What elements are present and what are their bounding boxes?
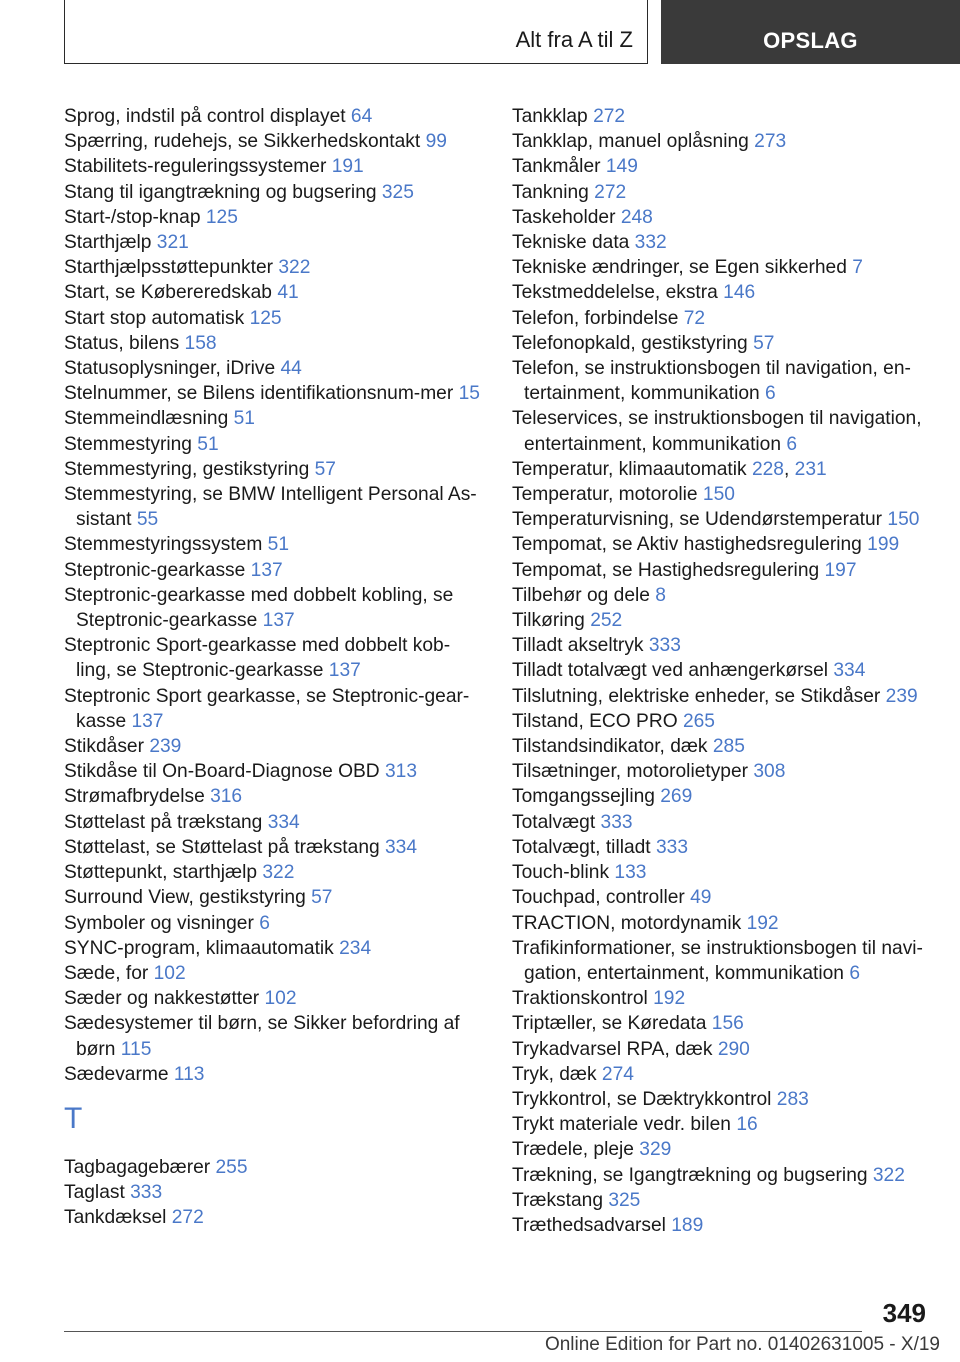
index-entry bbox=[512, 205, 932, 230]
index-entry bbox=[64, 734, 484, 759]
index-entry bbox=[64, 205, 484, 230]
page-reference-link[interactable]: 333 bbox=[600, 811, 633, 833]
index-term: Støttelast på trækstang bbox=[64, 811, 263, 833]
index-term: Sædesystemer til børn, se Sikker befordring af børn bbox=[64, 1013, 460, 1060]
index-term: Triptæller, se Køredata bbox=[512, 1013, 707, 1035]
index-entry bbox=[512, 280, 932, 305]
index-term: Steptronic-gearkasse bbox=[64, 559, 246, 581]
index-term: Temperatur, klimaautomatik bbox=[512, 458, 747, 480]
index-term: Sædevarme bbox=[64, 1063, 169, 1085]
page-reference-link[interactable]: 228 bbox=[751, 458, 784, 480]
index-term: Surround View, gestikstyring bbox=[64, 887, 306, 909]
index-term: Træthedsadvarsel bbox=[512, 1214, 666, 1236]
index-entry bbox=[64, 633, 484, 683]
page-reference-link[interactable]: 248 bbox=[620, 206, 653, 228]
index-term: Steptronic Sport-gearkasse med dobbelt kob‐ling, se Steptronic-gearkasse bbox=[64, 635, 451, 682]
page-reference-link[interactable]: 269 bbox=[660, 786, 693, 808]
index-term: Tankdæksel bbox=[64, 1207, 167, 1229]
index-entry bbox=[512, 406, 932, 456]
index-entry bbox=[512, 633, 932, 658]
index-term: Stemmestyring, se BMW Intelligent Personal As‐sistant bbox=[64, 484, 477, 531]
index-entry bbox=[64, 986, 484, 1011]
page-reference-link[interactable]: 133 bbox=[614, 862, 647, 884]
index-entry bbox=[64, 255, 484, 280]
index-term: Tekstmeddelelse, ekstra bbox=[512, 282, 718, 304]
index-term: Tempomat, se Aktiv hastighedsregulering bbox=[512, 534, 862, 556]
index-term: Trykadvarsel RPA, dæk bbox=[512, 1038, 713, 1060]
page-reference-link[interactable]: 191 bbox=[331, 156, 364, 178]
index-entry bbox=[64, 532, 484, 557]
page-reference-link[interactable]: 322 bbox=[262, 862, 295, 884]
index-entry bbox=[512, 1137, 932, 1162]
index-term: Start stop automatisk bbox=[64, 307, 245, 329]
page-reference-link[interactable]: 49 bbox=[690, 887, 712, 909]
index-entry bbox=[512, 986, 932, 1011]
page-reference-link[interactable]: 325 bbox=[608, 1189, 641, 1211]
index-term: Tilstandsindikator, dæk bbox=[512, 736, 708, 758]
index-term: Trykt materiale vedr. bilen bbox=[512, 1114, 731, 1136]
index-entry bbox=[64, 306, 484, 331]
page-reference-link[interactable]: 150 bbox=[702, 484, 735, 506]
page-reference-link[interactable]: 51 bbox=[197, 433, 219, 455]
page-reference-link[interactable]: 51 bbox=[233, 408, 255, 430]
index-entry bbox=[512, 658, 932, 683]
index-term: Traktionskontrol bbox=[512, 988, 648, 1010]
index-list-t bbox=[64, 1155, 484, 1231]
page-reference-link[interactable]: 158 bbox=[184, 332, 217, 354]
index-term: Tilladt totalvægt ved anhængerkørsel bbox=[512, 660, 829, 682]
page-reference-link[interactable]: 115 bbox=[120, 1038, 152, 1060]
page-reference-link[interactable]: 192 bbox=[746, 912, 779, 934]
index-entry bbox=[512, 835, 932, 860]
index-entry bbox=[64, 457, 484, 482]
index-term: Strømafbrydelse bbox=[64, 786, 205, 808]
page-reference-link[interactable]: 137 bbox=[262, 610, 295, 632]
page-reference-link[interactable]: 6 bbox=[849, 962, 860, 984]
index-term: Tankklap bbox=[512, 106, 588, 127]
index-term: Støttepunkt, starthjælp bbox=[64, 862, 258, 884]
index-term: Tilsætninger, motorolietyper bbox=[512, 761, 749, 783]
index-term: Stang til igangtrækning og bugsering bbox=[64, 181, 377, 203]
index-term: Spærring, rudehejs, se Sikkerhedskontakt bbox=[64, 131, 421, 153]
index-entry bbox=[64, 356, 484, 381]
index-term: Totalvægt, tilladt bbox=[512, 836, 651, 858]
index-term: Totalvægt bbox=[512, 811, 596, 833]
index-entry: Temperatur, klimaautomatik 228, 231 bbox=[512, 458, 827, 480]
index-term: Tankklap, manuel oplåsning bbox=[512, 131, 749, 153]
page-reference-link[interactable]: 199 bbox=[867, 534, 900, 556]
index-entry bbox=[64, 1180, 484, 1205]
page-reference-link[interactable]: 308 bbox=[753, 761, 786, 783]
page-reference-link[interactable]: 137 bbox=[250, 559, 283, 581]
index-entry bbox=[512, 860, 932, 885]
index-entry bbox=[512, 709, 932, 734]
index-term: Tagbagagebærer bbox=[64, 1156, 211, 1178]
page-reference-link[interactable]: 316 bbox=[210, 786, 243, 808]
index-term: Telefon, se instruktionsbogen til navigation, en‐tertainment, kommunikation bbox=[512, 358, 911, 405]
index-entry bbox=[512, 1188, 932, 1213]
index-term: Sæder og nakkestøtter bbox=[64, 988, 260, 1010]
page-reference-link[interactable]: 72 bbox=[683, 307, 706, 329]
index-list-t-continued bbox=[512, 104, 932, 1238]
page-number: 349 bbox=[882, 1298, 926, 1328]
index-entry bbox=[512, 255, 932, 280]
page-reference-link[interactable]: 329 bbox=[639, 1139, 672, 1161]
index-term: Tomgangssejling bbox=[512, 786, 655, 808]
index-term: Sæde, for bbox=[64, 962, 149, 984]
index-entry bbox=[512, 507, 932, 532]
page-reference-link[interactable]: 333 bbox=[130, 1182, 163, 1204]
index-term: Telefon, forbindelse bbox=[512, 307, 679, 329]
index-entry bbox=[512, 885, 932, 910]
index-entry bbox=[512, 1062, 932, 1087]
index-entry bbox=[512, 532, 932, 557]
index-term: Statusoplysninger, iDrive bbox=[64, 358, 276, 380]
page-reference-link[interactable]: 113 bbox=[173, 1063, 205, 1085]
index-term: Taskeholder bbox=[512, 206, 616, 228]
page-reference-link[interactable]: 325 bbox=[381, 181, 414, 203]
footer-divider bbox=[64, 1331, 862, 1332]
index-column-right bbox=[512, 104, 932, 1238]
index-entry bbox=[512, 129, 932, 154]
page-reference-link[interactable]: 57 bbox=[753, 332, 775, 354]
page-reference-link[interactable]: 332 bbox=[634, 232, 667, 254]
page-reference-link[interactable]: 6 bbox=[765, 383, 776, 405]
index-entry bbox=[64, 406, 484, 431]
index-entry bbox=[64, 835, 484, 860]
index-entry bbox=[64, 810, 484, 835]
index-entry bbox=[512, 1163, 932, 1188]
index-entry bbox=[64, 759, 484, 784]
index-entry bbox=[64, 684, 484, 734]
page-reference-link[interactable]: 149 bbox=[605, 156, 638, 178]
page-reference-link[interactable]: 334 bbox=[385, 836, 418, 858]
page-reference-link[interactable]: 334 bbox=[267, 811, 300, 833]
index-entry bbox=[512, 608, 932, 633]
page-reference-link[interactable]: 265 bbox=[682, 710, 715, 732]
index-entry bbox=[64, 583, 484, 633]
page-reference-link[interactable]: 6 bbox=[259, 912, 270, 934]
index-term: Trækstang bbox=[512, 1189, 603, 1211]
page-reference-link[interactable]: 99 bbox=[425, 131, 447, 153]
index-column-left bbox=[64, 104, 484, 1231]
index-term: Touch-blink bbox=[512, 862, 610, 884]
index-entry bbox=[512, 104, 932, 129]
page-reference-link[interactable]: 16 bbox=[736, 1114, 758, 1136]
page-reference-link[interactable]: 15 bbox=[458, 383, 480, 405]
index-entry bbox=[512, 936, 932, 986]
page-reference-link[interactable]: 333 bbox=[655, 836, 688, 858]
page-reference-link[interactable]: 192 bbox=[653, 988, 686, 1010]
index-entry bbox=[64, 911, 484, 936]
page-reference-link[interactable]: 239 bbox=[149, 736, 182, 758]
index-term: Taglast bbox=[64, 1182, 125, 1204]
index-term: Trykkontrol, se Dæktrykkontrol bbox=[512, 1088, 772, 1110]
page-reference-link[interactable]: 272 bbox=[593, 106, 626, 127]
page-reference-link[interactable]: 322 bbox=[872, 1164, 905, 1186]
page-reference-link[interactable]: 283 bbox=[776, 1088, 809, 1110]
index-term: Teleservices, se instruktionsbogen til navigation, entertainment, kommunikation bbox=[512, 408, 922, 455]
index-entry bbox=[64, 129, 484, 154]
index-term: Stemmestyringssystem bbox=[64, 534, 263, 556]
index-term: Tilslutning, elektriske enheder, se Stikdåser bbox=[512, 685, 881, 707]
index-entry bbox=[512, 180, 932, 205]
page-reference-link[interactable]: 41 bbox=[277, 282, 299, 304]
page-reference-link[interactable]: 44 bbox=[280, 358, 302, 380]
index-entry bbox=[512, 331, 932, 356]
index-term: Steptronic Sport gearkasse, se Steptronic-gear‐kasse bbox=[64, 685, 470, 732]
index-term: Stemmestyring bbox=[64, 433, 192, 455]
index-entry bbox=[512, 684, 932, 709]
index-term: Støttelast, se Støttelast på trækstang bbox=[64, 836, 380, 858]
index-entry bbox=[512, 810, 932, 835]
index-term: Tankmåler bbox=[512, 156, 601, 178]
index-entry bbox=[64, 936, 484, 961]
index-term: Status, bilens bbox=[64, 332, 180, 354]
page-reference-link[interactable]: 64 bbox=[350, 106, 373, 127]
index-list-s bbox=[64, 104, 484, 1087]
index-entry bbox=[64, 432, 484, 457]
page-reference-link[interactable]: 7 bbox=[852, 257, 863, 279]
page-reference-link[interactable]: 57 bbox=[311, 887, 333, 909]
page-reference-link[interactable]: 125 bbox=[249, 307, 282, 329]
index-entry bbox=[64, 230, 484, 255]
page-reference-link[interactable]: 51 bbox=[267, 534, 289, 556]
index-entry bbox=[512, 1037, 932, 1062]
page-reference-link[interactable]: 6 bbox=[786, 433, 798, 455]
page-reference-link[interactable]: 8 bbox=[655, 584, 666, 606]
chapter-title: Alt fra A til Z bbox=[515, 27, 633, 52]
index-entry bbox=[64, 961, 484, 986]
index-term: Trædele, pleje bbox=[512, 1139, 634, 1161]
chapter-tab bbox=[64, 0, 648, 64]
index-term: Stemmestyring, gestikstyring bbox=[64, 458, 310, 480]
index-term: TRACTION, motordynamik bbox=[512, 912, 742, 934]
page-reference-link[interactable]: 55 bbox=[136, 509, 159, 531]
index-entry bbox=[64, 1205, 484, 1230]
page-reference-link[interactable]: 252 bbox=[590, 610, 623, 632]
page-reference-link[interactable]: 321 bbox=[156, 232, 189, 254]
index-term: Stelnummer, se Bilens identifikationsnum‐mer bbox=[64, 383, 454, 405]
index-entry bbox=[64, 381, 484, 406]
index-term: Sprog, indstil på control displayet bbox=[64, 106, 346, 127]
index-entry bbox=[64, 860, 484, 885]
index-entry bbox=[512, 230, 932, 255]
index-term: Symboler og visninger bbox=[64, 912, 254, 934]
index-entry bbox=[64, 154, 484, 179]
index-term: Stemmeindlæsning bbox=[64, 408, 229, 430]
page-reference-link[interactable]: 313 bbox=[385, 761, 418, 783]
index-entry bbox=[512, 734, 932, 759]
page-reference-link[interactable]: 333 bbox=[648, 635, 681, 657]
index-entry bbox=[64, 331, 484, 356]
index-term: Start, se Købereredskab bbox=[64, 282, 272, 304]
index-term: Steptronic-gearkasse med dobbelt kobling, se Steptronic-gearkasse bbox=[64, 584, 454, 632]
page-reference-link[interactable]: 290 bbox=[717, 1038, 750, 1060]
page-reference-link[interactable]: 239 bbox=[885, 685, 918, 707]
index-entry bbox=[64, 558, 484, 583]
page-reference-link[interactable]: 125 bbox=[205, 206, 238, 228]
page-reference-link[interactable]: 137 bbox=[131, 710, 164, 732]
letter-heading: T bbox=[64, 1101, 83, 1135]
index-term: Tempomat, se Hastighedsregulering bbox=[512, 559, 820, 581]
footer-edition: Online Edition for Part no. 01402631005 - X/19 bbox=[544, 1334, 940, 1355]
page-reference-link[interactable]: 272 bbox=[171, 1207, 204, 1229]
index-term: Temperaturvisning, se Udendørstemperatur bbox=[512, 509, 883, 531]
page-reference-link[interactable]: 150 bbox=[887, 509, 920, 531]
page-reference-link[interactable]: 156 bbox=[711, 1013, 744, 1035]
page-reference-link[interactable]: 231 bbox=[794, 458, 827, 480]
index-entry bbox=[512, 154, 932, 179]
page-reference-link[interactable]: 146 bbox=[723, 282, 756, 304]
index-entry bbox=[64, 482, 484, 532]
page-reference-link[interactable]: 272 bbox=[594, 181, 627, 203]
section-title: OPSLAG bbox=[763, 28, 858, 53]
index-term: Tankning bbox=[512, 181, 589, 203]
page-reference-link[interactable]: 322 bbox=[278, 257, 311, 279]
index-term: Tekniske data bbox=[512, 232, 630, 254]
page-reference-link[interactable]: 273 bbox=[754, 131, 787, 153]
index-term: Touchpad, controller bbox=[512, 887, 685, 909]
page-reference-link[interactable]: 334 bbox=[833, 660, 866, 682]
index-term: SYNC-program, klimaautomatik bbox=[64, 937, 334, 959]
index-term: Starthjælpsstøttepunkter bbox=[64, 257, 274, 279]
index-term: Stikdåser bbox=[64, 736, 144, 758]
section-tab bbox=[661, 0, 960, 64]
index-entry bbox=[512, 784, 932, 809]
index-entry bbox=[512, 306, 932, 331]
page-reference-link[interactable]: 189 bbox=[671, 1214, 704, 1236]
index-term: Telefonopkald, gestikstyring bbox=[512, 332, 748, 354]
index-term: Tilstand, ECO PRO bbox=[512, 710, 678, 732]
index-entry bbox=[64, 104, 484, 129]
page-reference-link[interactable]: 285 bbox=[712, 736, 745, 758]
index-entry bbox=[512, 911, 932, 936]
page-reference-link[interactable]: 197 bbox=[824, 559, 857, 581]
index-term: Stabilitets-reguleringssystemer bbox=[64, 156, 327, 178]
index-entry bbox=[512, 482, 932, 507]
index-entry bbox=[512, 356, 932, 406]
index-entry bbox=[512, 1087, 932, 1112]
index-term: Trafikinformationer, se instruktionsbogen til navi‐gation, entertainment, kommunikation bbox=[512, 937, 923, 984]
index-entry bbox=[64, 1155, 484, 1180]
index-term: Start-/stop-knap bbox=[64, 206, 201, 228]
index-entry bbox=[512, 1112, 932, 1137]
index-term: Tilbehør og dele bbox=[512, 584, 650, 606]
page-reference-link[interactable]: 102 bbox=[153, 962, 186, 984]
index-entry bbox=[64, 1011, 484, 1061]
index-entry bbox=[64, 1062, 484, 1087]
index-term: Stikdåse til On-Board-Diagnose OBD bbox=[64, 761, 380, 783]
page-reference-link[interactable]: 102 bbox=[264, 988, 297, 1010]
index-term: Tryk, dæk bbox=[512, 1063, 597, 1085]
page-reference-link[interactable]: 255 bbox=[215, 1156, 248, 1178]
page-reference-link[interactable]: 274 bbox=[601, 1063, 634, 1085]
page-reference-link[interactable]: 137 bbox=[328, 660, 361, 682]
index-entry bbox=[512, 1213, 932, 1238]
index-entry bbox=[512, 759, 932, 784]
index-entry bbox=[512, 583, 932, 608]
index-term: Tekniske ændringer, se Egen sikkerhed bbox=[512, 257, 847, 279]
index-entry bbox=[64, 885, 484, 910]
index-entry bbox=[64, 784, 484, 809]
index-entry bbox=[64, 180, 484, 205]
index-term: Tilladt akseltryk bbox=[512, 635, 644, 657]
index-entry bbox=[64, 280, 484, 305]
index-term: Tilkøring bbox=[512, 610, 585, 632]
page-reference-link[interactable]: 57 bbox=[314, 458, 336, 480]
page-reference-link[interactable]: 234 bbox=[339, 937, 372, 959]
index-term: Trækning, se Igangtrækning og bugsering bbox=[512, 1164, 868, 1186]
index-term: Temperatur, motorolie bbox=[512, 484, 698, 506]
index-entry bbox=[512, 558, 932, 583]
index-entry bbox=[512, 1011, 932, 1036]
index-term: Starthjælp bbox=[64, 232, 152, 254]
